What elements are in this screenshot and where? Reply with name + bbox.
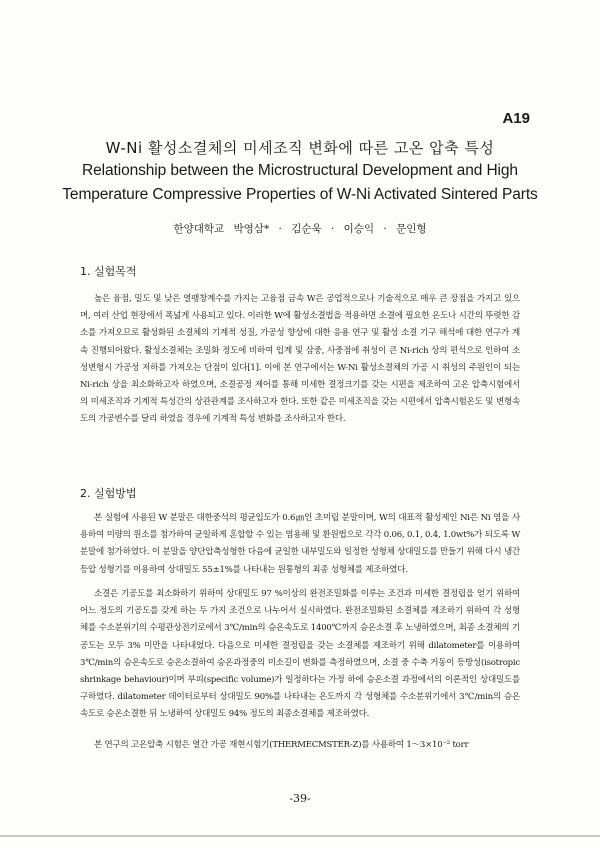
paragraph-method-1: 본 실험에 사용된 W 분말은 대한중석의 평균입도가 0.6㎛인 초미립 분말이며, W의 대표적 활성제인 Ni은 Ni 염을 사용하여 미량의 원소를 첨가하여 균일하게 혼합할 수 있는 염용해 및 환원법으로 각각 0.06, 0.1, 0.4, 1.0wt%가 되도록 W 분말에 첨가하였다. 이 분말을 양단압축성형한 다음에 균일한 내부밀도와 일정한 성형체 상대밀도를 만들기 위해 다시 냉간 등압 성형기를 이용하여 상대밀도 55±1%를 나타내는 원통형의 최종 성형체를 제조하였다. <box>80 513 520 575</box>
paragraph-method-2: 소결은 기공도를 최소화하기 위하여 상대밀도 97 %이상의 완전조밀화를 이루는 조건과 미세한 결정립을 얻기 위하여 어느 정도의 기공도를 갖게 하는 두 가지 조건으로 나누어서 실시하였다. 완전조밀화된 소결체를 제조하기 위하여 각 성형체를 수소분위기의 수평관상전기로에서 3℃/min의 승온속도로 1400℃까지 승온소결 후 노냉하였으며, 최종 소결체의 기공도는 모두 3% 미만을 나타내었다. 다음으로 미세한 결정립을 갖는 소결체를 제조하기 위해 dilatometer를 이용하여 3℃/min의 승온속도로 승온소결하여 승온과정중의 미소길이 변화를 측정하였으며, 소결 중 수축 거동이 등방성(isotropic shrinkage behaviour)이며 부피(specific volume)가 일정하다는 가정 하에 승온소결 과정에서의 이론적인 상대밀도를 구하였다. dilatometer 데이터로부터 상대밀도 90%를 나타내는 온도까지 각 성형체를 수소분위기에서 3℃/min의 승온속도로 승온소결한 뒤 노냉하여 상대밀도 94% 정도의 최종소결체를 제조하였다. <box>80 589 520 720</box>
section-heading-purpose: 1. 실험목적 <box>80 265 137 278</box>
page-number: -39- <box>289 792 311 805</box>
abstract-code: A19 <box>502 110 530 127</box>
author-list: 한양대학교 박영삼* · 김순욱 · 이승익 · 문인형 <box>173 223 427 235</box>
title-korean: W-Ni 활성소결체의 미세조직 변화에 따른 고온 압축 특성 <box>105 139 495 157</box>
paragraph-method-3: 본 연구의 고온압축 시험은 열간 가공 재현시험기(THERMECMSTER-Z)를 사용하여 1～3×10⁻² torr <box>94 740 469 750</box>
section-heading-method: 2. 실험방법 <box>80 487 137 500</box>
page-edge-shadow <box>0 835 600 837</box>
title-english: Relationship between the Microstructural Development and High Temperature Compressive Properties of W-Ni Activated Sintered Parts <box>62 162 538 203</box>
paragraph-purpose: 높은 융점, 밀도 및 낮은 열팽창계수를 가지는 고융점 금속 W은 공업적으로나 기술적으로 매우 큰 장점을 가지고 있으며, 여러 산업 현장에서 폭넓게 사용되고 있다. 이러한 W에 활성소결법을 적용하면 소결에 필요한 온도나 시간의 뚜렷한 감소를 가져오므로 활성화된 소결체의 기계적 성질, 가공성 향상에 대한 응용 연구 및 활성 소결 기구 해석에 대한 연구가 계속 진행되어왔다. 활성소결체는 조밀화 정도에 비하여 입계 및 삼중, 사중점에 취성이 큰 Ni-rich 상의 편석으로 인하여 소성변형시 가공성 저하를 가져오는 단점이 있다[1]. 이에 본 연구에서는 W-Ni 활성소결체의 가공 시 취성의 주원인이 되는 Ni-rich 상을 최소화하고자 하였으며, 소결공정 제어를 통해 미세한 결정크기를 갖는 시편을 제조하여 고온 압축시험에서의 미세조직과 기계적 특성간의 상관관계를 조사하고자 한다. 또한 같은 미세조직을 갖는 시편에서 압축시험온도 및 변형속도의 가공변수를 달리 하였을 경우에 기계적 특성 변화를 조사하고자 한다. <box>80 294 520 425</box>
